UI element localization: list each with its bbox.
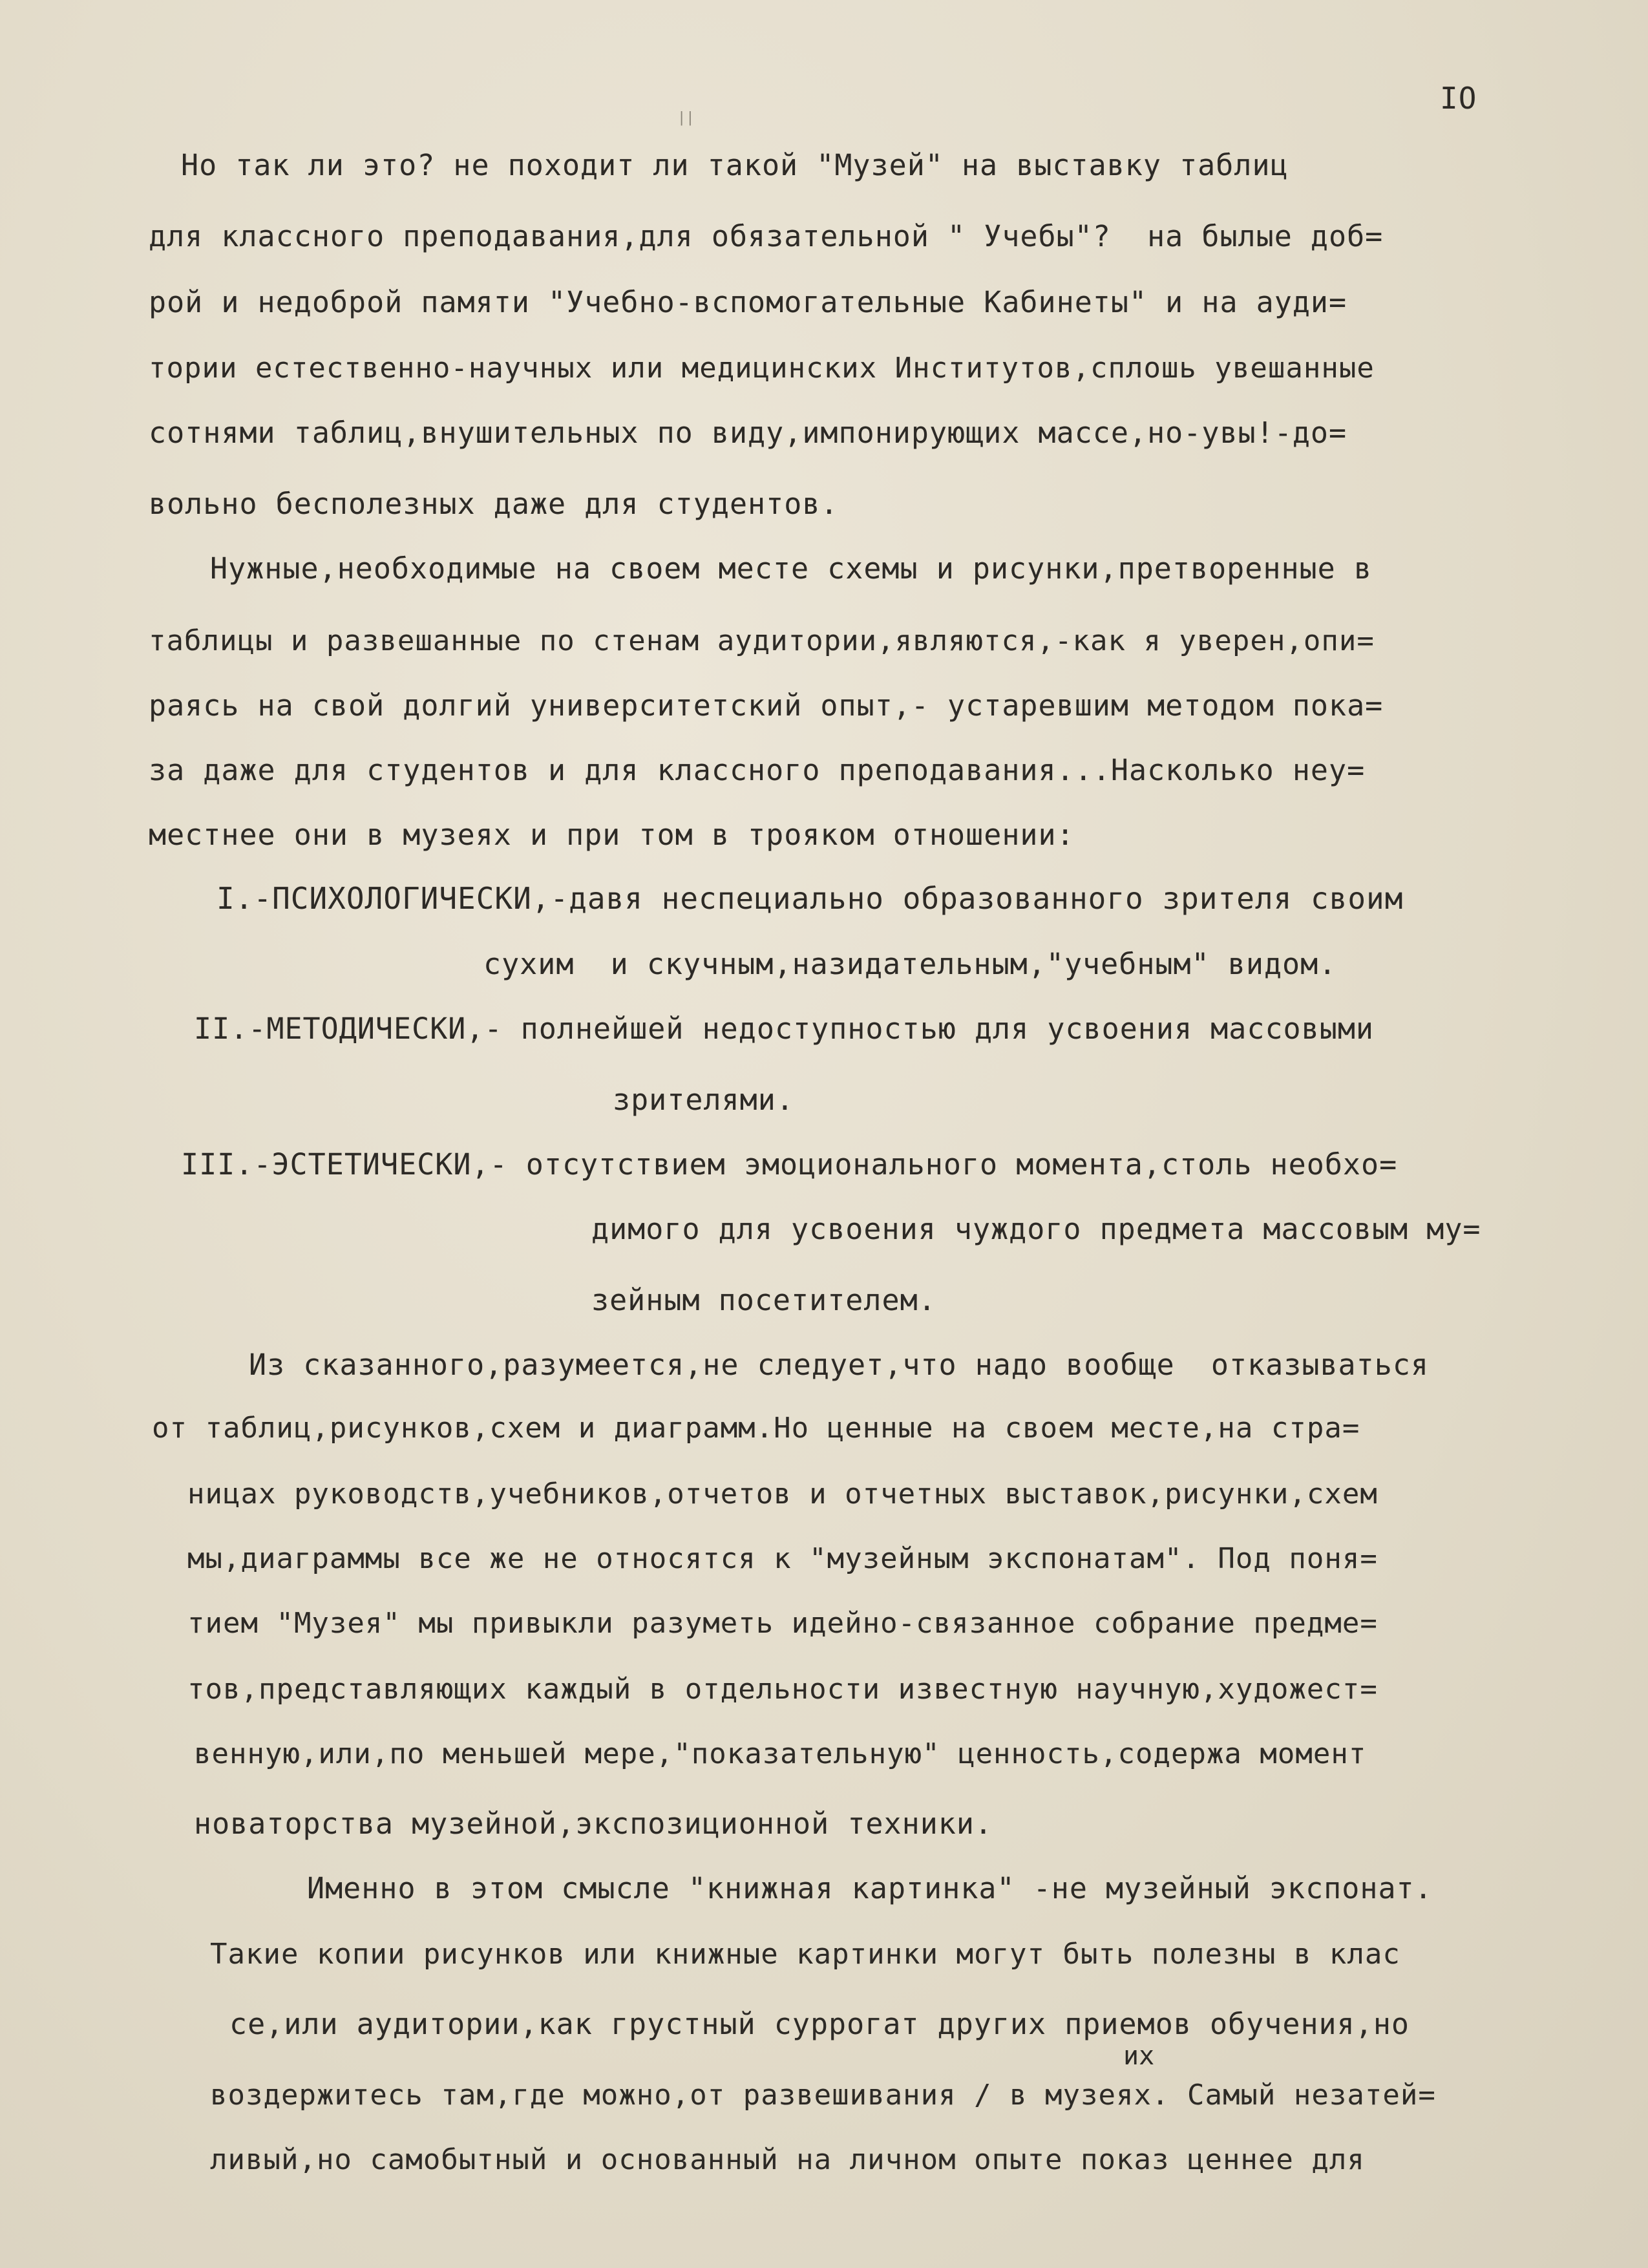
text-line: тов,представляющих каждый в отдельности известную научную,художест= — [187, 1673, 1378, 1706]
text-line: венную,или,по меньшей мере,"показательную" ценность,содержа момент — [194, 1737, 1367, 1770]
text-line: Но так ли это? не походит ли такой "Музей" на выставку таблиц — [181, 148, 1289, 182]
page-number: IO — [1440, 81, 1477, 116]
text-line: таблицы и развешанные по стенам аудитории,являются,-как я уверен,опи= — [149, 624, 1375, 657]
text-line: Из сказанного,разумеется,не следует,что надо вообще отказываться — [249, 1348, 1429, 1382]
text-line: зрителями. — [613, 1083, 794, 1117]
text-line: сухим и скучным,назидательным,"учебным" видом. — [483, 947, 1337, 981]
text-line: тории естественно-научных или медицинских Институтов,сплошь увешанные — [149, 352, 1375, 385]
text-line: раясь на свой долгий университетский опыт,- устаревшим методом пока= — [149, 688, 1384, 723]
text-line: мы,диаграммы все же не относятся к "музейным экспонатам". Под поня= — [187, 1542, 1378, 1575]
text-line: ницах руководств,учебников,отчетов и отчетных выставок,рисунки,схем — [187, 1478, 1378, 1510]
text-line: ливый,но самобытный и основанный на личном опыте показ ценнее для — [210, 2143, 1365, 2176]
text-line: от таблиц,рисунков,схем и диаграмм.Но ценные на своем месте,на стра= — [152, 1412, 1360, 1445]
text-line: новаторства музейной,экспозиционной техники. — [194, 1807, 993, 1841]
text-line: Именно в этом смысле "книжная картинка" -не музейный экспонат. — [307, 1871, 1433, 1905]
text-line: за даже для студентов и для классного преподавания...Насколько неу= — [149, 753, 1366, 787]
text-line: тием "Музея" мы привыкли разуметь идейно-связанное собрание предме= — [187, 1607, 1378, 1640]
list-item: I.-ПСИХОЛОГИЧЕСКИ,-давя неспециально образованного зрителя своим — [217, 881, 1404, 916]
text-line: се,или аудитории,как грустный суррогат других приемов обучения,но — [229, 2007, 1410, 2041]
handwritten-insertion: их — [1123, 2041, 1155, 2071]
punch-mark: || — [677, 110, 695, 126]
text-line: местнее они в музеях и при том в трояком отношении: — [149, 818, 1075, 852]
text-line: для классного преподавания,для обязательной " Учебы"? на былые доб= — [149, 219, 1384, 253]
text-line: зейным посетителем. — [591, 1283, 936, 1317]
text-line: рой и недоброй памяти "Учебно-вспомогательные Кабинеты" и на ауди= — [149, 285, 1347, 319]
list-item: III.-ЭСТЕТИЧЕСКИ,- отсутствием эмоционального момента,столь необхо= — [181, 1147, 1398, 1182]
text-line: димого для усвоения чуждого предмета массовым му= — [591, 1212, 1481, 1246]
text-line: сотнями таблиц,внушительных по виду,импонирующих массе,но-увы!-до= — [149, 416, 1347, 450]
text-line: Такие копии рисунков или книжные картинки могут быть полезны в клас — [210, 1938, 1400, 1971]
text-line: вольно бесполезных даже для студентов. — [149, 487, 839, 521]
text-line: Нужные,необходимые на своем месте схемы и рисунки,претворенные в — [210, 551, 1372, 586]
text-line: воздержитесь там,где можно,от развешивания / в музеях. Самый незатей= — [210, 2079, 1436, 2112]
list-item: II.-МЕТОДИЧЕСКИ,- полнейшей недоступностью для усвоения массовыми — [194, 1012, 1374, 1046]
